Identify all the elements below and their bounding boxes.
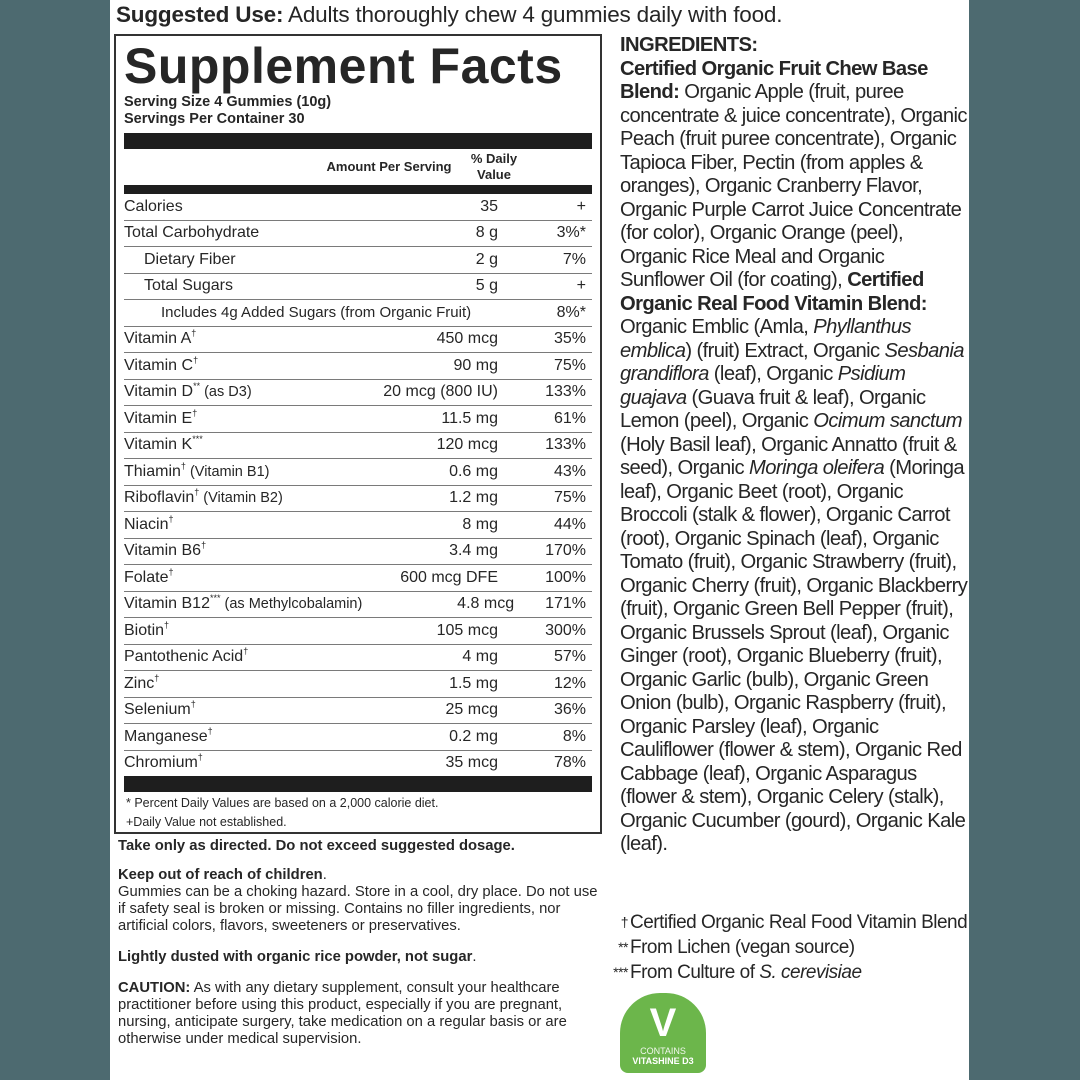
nutrient-daily-value: + xyxy=(576,277,586,295)
nutrient-label: Vitamin K xyxy=(124,436,193,454)
footnote-marker: † xyxy=(168,566,174,577)
footnote-marker: ** xyxy=(193,381,201,392)
nutrient-daily-value: 171% xyxy=(545,595,586,613)
supplement-facts-panel xyxy=(114,34,602,834)
nutrient-label: Dietary Fiber xyxy=(144,250,236,268)
serving-size: Serving Size 4 Gummies (10g) xyxy=(124,94,332,110)
nutrient-daily-value: 133% xyxy=(545,383,586,401)
footnote-marker: † xyxy=(201,540,207,551)
blend2-text: ) (fruit) Extract, Organic xyxy=(685,339,885,362)
botanical-name: Ocimum sanctum xyxy=(813,410,962,432)
nutrient-name xyxy=(124,330,308,348)
nutrient-daily-value: 7% xyxy=(562,250,586,268)
nutrient-name xyxy=(124,436,308,454)
footnote-marker: † xyxy=(191,328,197,339)
caution-text: As with any dietary supplement, consult your healthcare practitioner before using this product, especially if you are pregnant, nursing, anticipate surgery, take medication on a regular basis or are otherwise under medical supervision. xyxy=(118,980,567,1047)
nutrient-name xyxy=(124,383,308,401)
nutrient-row xyxy=(124,353,592,380)
nutrient-label: Zinc xyxy=(124,674,155,692)
divider-medium xyxy=(124,185,592,194)
v-logo-icon: V xyxy=(649,1001,677,1045)
legend-text: Certified Organic Real Food Vitamin Blend xyxy=(630,912,968,933)
nutrient-name xyxy=(124,489,308,507)
nutrient-name xyxy=(124,304,506,321)
nutrient-row xyxy=(124,459,592,486)
legend-mark: ** xyxy=(618,939,628,955)
nutrient-daily-value: 8% xyxy=(562,727,586,745)
nutrient-row xyxy=(124,618,592,645)
nutrient-table xyxy=(124,194,592,776)
nutrient-label: Niacin xyxy=(124,515,169,533)
nutrient-amount: 20 mcg (800 IU) xyxy=(383,383,498,401)
ingredients-section xyxy=(620,34,968,857)
nutrient-row xyxy=(124,433,592,460)
nutrient-row xyxy=(124,592,592,619)
nutrient-name xyxy=(124,566,308,587)
nutrient-daily-value: 170% xyxy=(545,542,586,560)
nutrient-daily-value: 75% xyxy=(553,489,586,507)
nutrient-row xyxy=(124,645,592,672)
nutrient-label: Manganese xyxy=(124,727,208,745)
label-panel xyxy=(110,0,969,1080)
nutrient-row xyxy=(124,698,592,725)
nutrient-label: Calories xyxy=(124,197,183,215)
nutrient-amount: 105 mcg xyxy=(436,621,498,639)
nutrient-label: Pantothenic Acid xyxy=(124,648,244,666)
legend-item xyxy=(590,960,968,985)
nutrient-row xyxy=(124,671,592,698)
nutrient-form: (as D3) xyxy=(200,384,252,401)
nutrient-name xyxy=(124,754,308,772)
vitashine-d3-badge xyxy=(620,993,706,1073)
footnote-marker: † xyxy=(197,752,203,763)
nutrient-row xyxy=(124,406,592,433)
nutrient-daily-value: 44% xyxy=(553,515,586,533)
nutrient-label: Thiamin xyxy=(124,462,181,480)
nutrient-name xyxy=(124,672,308,693)
nutrient-name xyxy=(124,701,308,719)
legend-mark: *** xyxy=(613,964,628,980)
warnings-section xyxy=(118,838,608,1060)
dusted-note-end: . xyxy=(472,949,477,965)
nutrient-amount: 11.5 mg xyxy=(441,409,498,427)
nutrient-name xyxy=(124,251,308,269)
nutrient-row xyxy=(124,380,592,407)
blend2-text: (leaf), Organic xyxy=(708,363,838,385)
blend2-text: (Guava fruit & leaf), Organic Lemon (peel), Organic xyxy=(620,386,926,432)
footnote-marker: † xyxy=(243,646,249,657)
nutrient-daily-value: 36% xyxy=(553,701,586,719)
botanical-name: Phyllanthus emblica xyxy=(620,316,911,362)
nutrient-row xyxy=(124,221,592,248)
nutrient-name xyxy=(124,224,308,242)
column-headers xyxy=(124,149,592,185)
nutrient-form: (Vitamin B1) xyxy=(185,463,270,480)
nutrient-label: Vitamin B6 xyxy=(124,542,202,560)
nutrient-label: Biotin xyxy=(124,621,165,639)
footnote-marker: † xyxy=(168,513,174,524)
nutrient-label: Total Carbohydrate xyxy=(124,224,260,242)
dusted-note: Lightly dusted with organic rice powder, not sugar xyxy=(118,949,473,965)
footnote-marker: † xyxy=(193,354,199,365)
children-warning-end: . xyxy=(322,867,327,883)
nutrient-row xyxy=(124,247,592,274)
nutrient-label: Chromium xyxy=(124,754,198,772)
nutrient-amount: 90 mg xyxy=(453,356,498,374)
badge-line2: VITASHINE D3 xyxy=(632,1056,694,1066)
nutrient-amount: 25 mcg xyxy=(445,701,498,719)
storage-text: Gummies can be a choking hazard. Store in a cool, dry place. Do not use if safety seal is broken or missing. Contains no filler ingredients, nor artificial colors, flavors, sweeteners or preservatives. xyxy=(118,884,598,934)
nutrient-form: (as Methylcobalamin) xyxy=(220,596,363,613)
nutrient-row xyxy=(124,512,592,539)
nutrient-amount: 0.6 mg xyxy=(449,462,498,480)
nutrient-row xyxy=(124,327,592,354)
nutrient-name xyxy=(124,460,308,481)
nutrient-form: (Vitamin B2) xyxy=(199,490,283,507)
directed-warning: Take only as directed. Do not exceed suggested dosage. xyxy=(118,838,515,854)
legend-text: From Lichen (vegan source) xyxy=(630,937,855,958)
footnote-dv: * Percent Daily Values are based on a 2,000 calorie diet. xyxy=(126,796,439,810)
nutrient-label: Includes 4g Added Sugars (from Organic Fruit) xyxy=(161,304,472,322)
ingredients-heading: INGREDIENTS: xyxy=(620,34,758,56)
nutrient-daily-value: 75% xyxy=(553,356,586,374)
servings-per-container: Servings Per Container 30 xyxy=(124,111,305,127)
nutrient-label: Folate xyxy=(124,568,169,586)
nutrient-amount: 2 g xyxy=(475,250,498,268)
nutrient-daily-value: 61% xyxy=(553,409,586,427)
footnote-marker: *** xyxy=(192,434,203,445)
nutrient-daily-value: 35% xyxy=(553,330,586,348)
nutrient-amount: 35 xyxy=(480,197,498,215)
nutrient-label: Vitamin E xyxy=(124,409,193,427)
footnote-marker: † xyxy=(190,699,196,710)
nutrient-name xyxy=(124,513,308,534)
divider-thick xyxy=(124,133,592,149)
nutrient-name xyxy=(124,277,308,295)
footnote-legend xyxy=(590,910,968,985)
nutrient-amount: 8 mg xyxy=(462,515,498,533)
nutrient-daily-value: 43% xyxy=(553,462,586,480)
nutrient-name xyxy=(124,354,308,375)
legend-item xyxy=(590,935,968,960)
nutrient-name xyxy=(124,595,362,613)
nutrient-amount: 120 mcg xyxy=(436,436,498,454)
nutrient-amount: 600 mcg DFE xyxy=(400,568,498,586)
nutrient-label: Vitamin A xyxy=(124,330,192,348)
badge-line1: CONTAINS xyxy=(640,1046,686,1056)
facts-title: Supplement Facts xyxy=(124,38,563,94)
footnote-marker: *** xyxy=(209,593,221,604)
nutrient-amount: 3.4 mg xyxy=(449,542,498,560)
col-amount-header: Amount Per Serving xyxy=(326,159,452,174)
nutrient-amount: 4 mg xyxy=(462,648,498,666)
caution-label: CAUTION: xyxy=(118,980,191,996)
nutrient-name xyxy=(124,407,308,428)
suggested-use-text: Adults thoroughly chew 4 gummies daily with food. xyxy=(283,2,783,27)
nutrient-daily-value: + xyxy=(576,197,586,215)
nutrient-row xyxy=(124,539,592,566)
footnote-marker: † xyxy=(194,487,200,498)
nutrient-amount: 5 g xyxy=(475,277,498,295)
nutrient-row xyxy=(124,751,592,777)
nutrient-amount: 8 g xyxy=(475,224,498,242)
botanical-name: Psidium guajava xyxy=(620,363,906,409)
blend2-label: Certified Organic Real Food Vitamin Blend: xyxy=(620,269,927,315)
blend1-label: Certified Organic Fruit Chew Base Blend: xyxy=(620,57,928,103)
legend-mark: † xyxy=(620,914,628,930)
suggested-use xyxy=(116,0,966,30)
nutrient-amount: 0.2 mg xyxy=(449,727,498,745)
nutrient-daily-value: 133% xyxy=(545,436,586,454)
footnote-not-established: +Daily Value not established. xyxy=(126,815,287,829)
nutrient-amount: 1.2 mg xyxy=(449,489,498,507)
nutrient-row xyxy=(124,194,592,221)
nutrient-label: Riboflavin xyxy=(124,489,195,507)
nutrient-row xyxy=(124,300,592,327)
divider-thick-bottom xyxy=(124,776,592,792)
nutrient-amount: 4.8 mcg xyxy=(457,595,515,613)
nutrient-name xyxy=(124,648,308,666)
nutrient-daily-value: 78% xyxy=(553,754,586,772)
nutrient-label: Selenium xyxy=(124,701,191,719)
blend2-text: Organic Emblic (Amla, xyxy=(620,316,814,338)
col-dv-header: % Daily Value xyxy=(470,151,518,182)
children-warning: Keep out of reach of children xyxy=(118,867,323,883)
nutrient-name xyxy=(124,725,308,746)
footnote-marker: † xyxy=(192,407,198,418)
footnote-marker: † xyxy=(180,460,186,471)
nutrient-amount: 35 mcg xyxy=(445,754,498,772)
nutrient-daily-value: 57% xyxy=(553,648,586,666)
nutrient-daily-value: 3%* xyxy=(556,224,586,242)
nutrient-label: Vitamin D xyxy=(124,383,194,401)
nutrient-name xyxy=(124,619,308,640)
nutrient-daily-value: 8%* xyxy=(556,303,586,321)
nutrient-daily-value: 12% xyxy=(553,674,586,692)
legend-item xyxy=(590,910,968,935)
botanical-name: Sesbania grandiflora xyxy=(620,339,964,385)
nutrient-amount: 450 mcg xyxy=(436,330,498,348)
nutrient-row xyxy=(124,724,592,751)
ingredients-text xyxy=(620,58,968,857)
suggested-use-label: Suggested Use: xyxy=(116,2,284,27)
nutrient-row xyxy=(124,274,592,301)
legend-italic: S. cerevisiae xyxy=(759,962,862,983)
nutrient-label: Total Sugars xyxy=(144,277,233,295)
nutrient-row xyxy=(124,486,592,513)
nutrient-row xyxy=(124,565,592,592)
nutrient-name xyxy=(124,198,308,216)
nutrient-daily-value: 100% xyxy=(545,568,586,586)
legend-text: From Culture of xyxy=(630,962,760,983)
blend1-text: Organic Apple (fruit, puree concentrate & juice concentrate), Organic Peach (fruit puree concentrate), Organic Tapioca Fiber, Pectin (from apples & oranges), Organic Cranberry Flavor, Organic Purple Carrot Juice Concentrate (for color), Organic Orange (peel), Organic Rice Meal and Organic Sunflower Oil (for coating), xyxy=(620,81,967,291)
nutrient-amount: 1.5 mg xyxy=(449,674,498,692)
footnote-marker: † xyxy=(207,725,213,736)
blend2-text: (Holy Basil leaf), Organic Annatto (fruit & seed), Organic xyxy=(620,433,957,479)
nutrient-label: Vitamin C xyxy=(124,356,194,374)
nutrient-daily-value: 300% xyxy=(545,621,586,639)
blend2-text: (Moringa leaf), Organic Beet (root), Organic Broccoli (stalk & flower), Organic Carrot (root), Organic Spinach (leaf), Organic Tomato (fruit), Organic Strawberry (fruit), Organic Cherry (fruit), Organic Blackberry (fruit), Organic Green Bell Pepper (fruit), Organic Brussels Sprout (leaf), Organic Ginger (root), Organic Blueberry (fruit), Organic Garlic (bulb), Organic Green Onion (bulb), Organic Raspberry (fruit), Organic Parsley (leaf), Organic Cauliflower (flower & stem), Organic Red Cabbage (leaf), Organic Asparagus (flower & stem), Organic Celery (stalk), Organic Cucumber (gourd), Organic Kale (leaf). xyxy=(620,457,968,855)
botanical-name: Moringa oleifera xyxy=(749,457,885,479)
nutrient-name xyxy=(124,542,308,560)
footnote-marker: † xyxy=(154,672,160,683)
nutrient-label: Vitamin B12 xyxy=(124,595,210,613)
footnote-marker: † xyxy=(164,619,170,630)
